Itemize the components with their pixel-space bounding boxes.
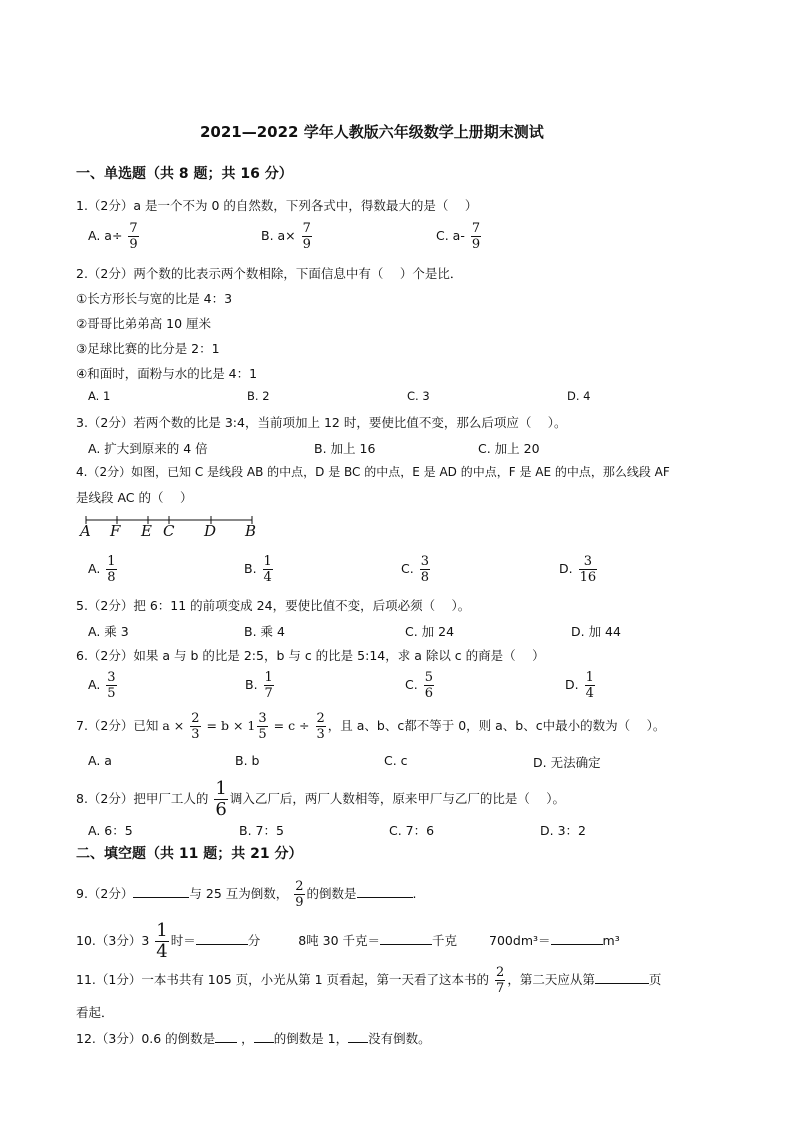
q11-middle-text: ，第二天应从第 [507,972,595,987]
q1-option-c-label: C. a- [436,228,465,243]
q7-option-a[interactable]: A. a [88,753,112,768]
question-8-stem [76,780,565,819]
segment-diagram [80,508,270,548]
question-5-stem: 5.（2分）把 6：11 的前项变成 24，要使比值不变，后项必须（ ）。 [76,598,471,613]
q1-option-a[interactable] [88,222,141,251]
q11-prefix: 11.（1分）一本书共有 105 页，小光从第 1 页看起，第一天看了这本书的 [76,972,490,987]
q1-option-b-label: B. a× [261,228,296,243]
q4-option-c[interactable] [401,555,432,584]
page-title: 2021—2022 学年人教版六年级数学上册期末测试 [200,123,544,141]
q12-text-2: 的倒数是 1， [273,1031,349,1046]
q2-statement-1: ①长方形长与宽的比是 4：3 [76,291,233,306]
q4-option-d-fraction: $\frac{3}{16}$ [579,554,597,585]
q6-option-c[interactable] [405,671,436,700]
q4-option-b[interactable] [244,555,275,584]
q8-option-a[interactable]: A. 6：5 [88,823,133,838]
question-6-stem: 6.（2分）如果 a 与 b 的比是 2:5，b 与 c 的比是 5:14，求 a 除以 c 的商是（ ） [76,648,545,663]
q2-statement-2: ②哥哥比弟弟高 10 厘米 [76,316,212,331]
q2-option-b[interactable]: B. 2 [247,389,270,403]
q7-suffix: ，且 a、b、c都不等于 0，则 a、b、c中最小的数为（ ）。 [327,718,666,733]
q4-option-a-label: A. [88,561,101,576]
q4-option-b-label: B. [244,561,257,576]
q12-text-1: ， [241,1031,254,1046]
q1-option-a-fraction: $\frac{7}{9}$ [129,221,138,252]
q8-option-b[interactable]: B. 7：5 [239,823,284,838]
q2-option-a[interactable]: A. 1 [88,389,111,403]
q10-text-5: 700dm³＝ [489,933,551,948]
q12-blank-3[interactable] [348,1030,368,1043]
q8-option-d[interactable]: D. 3：2 [540,823,586,838]
q2-option-c[interactable]: C. 3 [407,389,430,403]
q2-statement-3: ③足球比赛的比分是 2：1 [76,341,220,356]
q6-option-c-fraction: $\frac{5}{6}$ [424,670,433,701]
segment-diagram-svg [80,508,270,548]
q2-statement-4: ④和面时，面粉与水的比是 4：1 [76,366,258,381]
q8-prefix: 8.（2分）把甲厂工人的 [76,791,209,806]
q3-option-b[interactable]: B. 加上 16 [314,441,376,456]
q8-suffix: 调入乙厂后，两厂人数相等，原来甲厂与乙厂的比是（ ）。 [229,791,566,806]
q7-equation-part-1: a × [162,718,185,733]
q12-blank-2[interactable] [254,1030,274,1043]
q5-option-c[interactable]: C. 加 24 [405,624,455,639]
q11-fraction: $\frac{2}{7}$ [496,965,505,996]
q6-option-b[interactable] [245,671,276,700]
q9-prefix: 9.（2分） [76,886,134,901]
q10-text-6: m³ [602,933,620,948]
q10-prefix: 10.（3分）3 [76,933,150,948]
question-2-stem: 2.（2分）两个数的比表示两个数相除，下面信息中有（ ）个是比． [76,266,463,281]
q6-option-d[interactable] [565,671,597,700]
q5-option-b[interactable]: B. 乘 4 [244,624,285,639]
q5-option-a[interactable]: A. 乘 3 [88,624,129,639]
q8-option-c[interactable]: C. 7：6 [389,823,435,838]
q6-option-a[interactable] [88,671,119,700]
q1-option-b-fraction: $\frac{7}{9}$ [302,221,311,252]
q9-middle-text-2: 的倒数是 [306,886,357,901]
point-label-a: A [80,522,91,540]
q9-middle-text: 与 25 互为倒数， [189,886,289,901]
q10-blank-1[interactable] [196,932,248,945]
q7-fraction-1: $\frac{2}{3}$ [191,711,200,742]
question-4-stem-line-1: 4.（2分）如图，已知 C 是线段 AB 的中点，D 是 BC 的中点，E 是 AD 的中点，F 是 AE 的中点，那么线段 AF [76,465,670,479]
section-heading-single-choice: 一、单选题（共 8 题；共 16 分） [76,166,293,182]
section-heading-fill-blank: 二、填空题（共 11 题；共 21 分） [76,846,303,862]
q7-option-d[interactable]: D. 无法确定 [533,755,601,770]
q6-option-b-fraction: $\frac{1}{7}$ [264,670,273,701]
question-9-stem [76,880,417,909]
q4-option-a-fraction: $\frac{1}{8}$ [107,554,116,585]
q7-option-c[interactable]: C. c [384,753,408,768]
q12-prefix: 12.（3分）0.6 的倒数是 [76,1031,216,1046]
q10-fraction: $\frac{1}{4}$ [156,920,168,962]
q7-fraction-2: $\frac{3}{5}$ [258,711,267,742]
q1-option-a-label: A. a÷ [88,228,123,243]
q6-option-d-fraction: $\frac{1}{4}$ [585,670,594,701]
q1-option-b[interactable] [261,222,314,251]
q7-equation-part-2: = b × 1 [206,718,256,733]
q10-blank-3[interactable] [551,932,603,945]
q10-blank-2[interactable] [380,932,432,945]
q9-end: . [412,886,417,901]
question-11-stem [76,966,661,995]
q11-end: 页 [648,972,662,987]
question-11-line-2: 看起． [76,1005,114,1020]
q6-option-a-label: A. [88,677,101,692]
q6-option-c-label: C. [405,677,418,692]
q6-option-b-label: B. [245,677,258,692]
q9-fraction: $\frac{2}{9}$ [295,879,304,910]
q11-blank[interactable] [595,971,649,984]
q10-text-1: 时＝ [170,933,196,948]
q6-option-d-label: D. [565,677,579,692]
q3-option-c[interactable]: C. 加上 20 [478,441,540,456]
point-label-e: E [141,522,152,540]
q4-option-c-label: C. [401,561,414,576]
q4-option-b-fraction: $\frac{1}{4}$ [263,554,272,585]
q7-equation-part-3: = c ÷ [273,718,310,733]
q2-option-d[interactable]: D. 4 [567,389,591,403]
point-label-b: B [245,522,257,540]
q12-text-3: 没有倒数。 [368,1031,431,1046]
question-3-stem: 3.（2分）若两个数的比是 3:4，当前项加上 12 时，要使比值不变，那么后项应（ ）。 [76,415,567,430]
question-1-stem: 1.（2分）a 是一个不为 0 的自然数，下列各式中，得数最大的是（ ） [76,198,478,213]
q7-fraction-3: $\frac{2}{3}$ [316,711,325,742]
q4-option-d-label: D. [559,561,573,576]
q7-prefix: 7.（2分）已知 [76,718,159,733]
question-12-stem [76,1029,431,1047]
q9-blank-2[interactable] [357,885,413,898]
q3-option-a[interactable]: A. 扩大到原来的 4 倍 [88,441,208,456]
q12-blank-1[interactable] [215,1030,237,1043]
point-label-d: D [204,522,217,540]
point-label-c: C [163,522,175,540]
q4-option-a[interactable] [88,555,119,584]
question-4-stem-line-2: 是线段 AC 的（ ） [76,490,193,505]
q6-option-a-fraction: $\frac{3}{5}$ [107,670,116,701]
q4-option-d[interactable] [559,555,599,584]
question-7-stem [76,712,665,741]
q1-option-c-fraction: $\frac{7}{9}$ [471,221,481,252]
question-10-stem [76,922,620,961]
q7-option-b[interactable]: B. b [235,753,260,768]
point-label-f: F [110,522,121,540]
q9-blank-1[interactable] [133,885,189,898]
q10-text-4: 千克 [432,933,458,948]
q10-text-3: 8吨 30 千克＝ [298,933,381,948]
q4-option-c-fraction: $\frac{3}{8}$ [420,554,429,585]
q5-option-d[interactable]: D. 加 44 [571,624,621,639]
q10-text-2: 分 [247,933,261,948]
q1-option-c[interactable] [436,222,483,251]
q8-fraction: $\frac{1}{6}$ [215,778,227,820]
